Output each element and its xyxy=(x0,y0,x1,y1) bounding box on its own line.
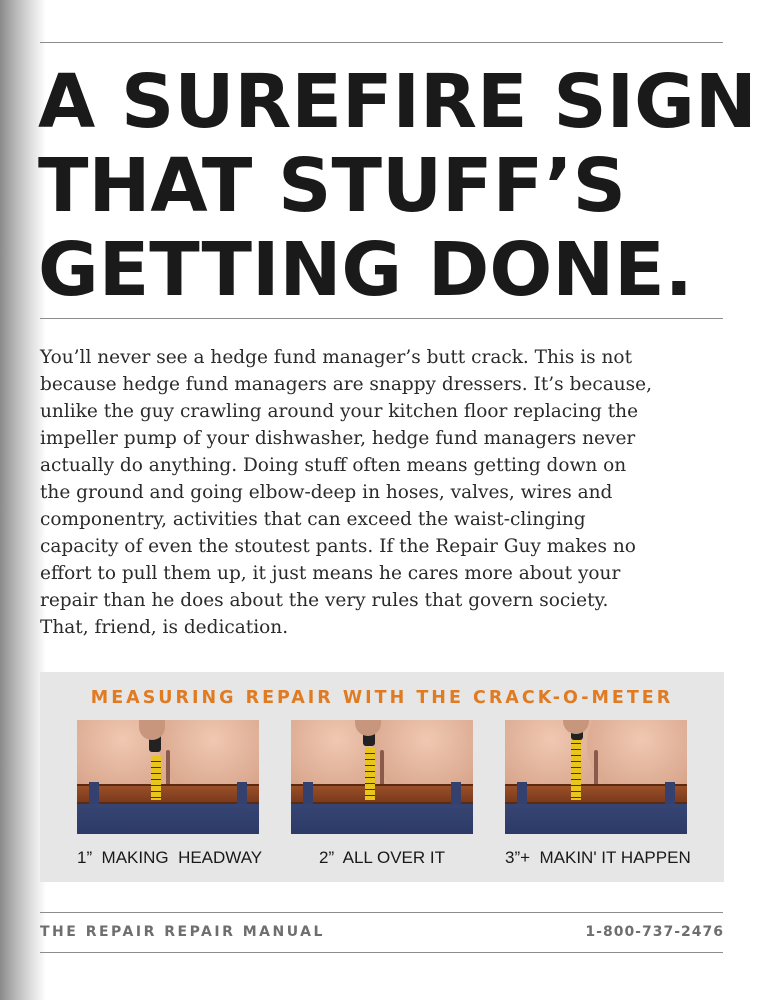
top-divider xyxy=(40,42,723,43)
crack-caption-3: 3”+ MAKIN' IT HAPPEN xyxy=(505,848,691,867)
body-line: componentry, activities that can exceed the waist-clinging xyxy=(40,509,586,530)
body-line: actually do anything. Doing stuff often means getting down on xyxy=(40,455,627,476)
headline-line: A SUREFIRE SIGN xyxy=(38,59,757,145)
crack-photo-2 xyxy=(291,720,473,834)
crack-photo-3 xyxy=(505,720,687,834)
body-line: because hedge fund managers are snappy dressers. It’s because, xyxy=(40,374,652,395)
headline-divider xyxy=(40,318,723,319)
headline-line: THAT STUFF’S xyxy=(38,143,626,229)
crack-caption-2: 2” ALL OVER IT xyxy=(319,848,445,867)
body-line: effort to pull them up, it just means he cares more about your xyxy=(40,563,621,584)
body-line: impeller pump of your dishwasher, hedge fund managers never xyxy=(40,428,636,449)
body-line: the ground and going elbow-deep in hoses, valves, wires and xyxy=(40,482,613,503)
crack-o-meter-title: MEASURING REPAIR WITH THE CRACK-O-METER xyxy=(90,688,674,708)
crack-caption-1: 1” MAKING HEADWAY xyxy=(77,848,263,867)
body-line: capacity of even the stoutest pants. If the Repair Guy makes no xyxy=(40,536,636,557)
body-line: That, friend, is dedication. xyxy=(40,617,289,638)
footer-top-divider xyxy=(40,912,723,913)
headline xyxy=(38,59,757,313)
crack-o-meter-panel xyxy=(40,672,724,882)
headline-line: GETTING DONE. xyxy=(38,227,693,313)
body-line: repair than he does about the very rules that govern society. xyxy=(40,590,609,611)
body-line: unlike the guy crawling around your kitchen floor replacing the xyxy=(40,401,639,422)
publication-name: THE REPAIR REPAIR MANUAL xyxy=(40,924,325,940)
phone-number: 1-800-737-2476 xyxy=(585,924,724,940)
crack-photo-1 xyxy=(77,720,259,834)
body-line: You’ll never see a hedge fund manager’s butt crack. This is not xyxy=(40,347,632,368)
footer-bottom-divider xyxy=(40,952,723,953)
body-paragraph xyxy=(40,344,730,641)
